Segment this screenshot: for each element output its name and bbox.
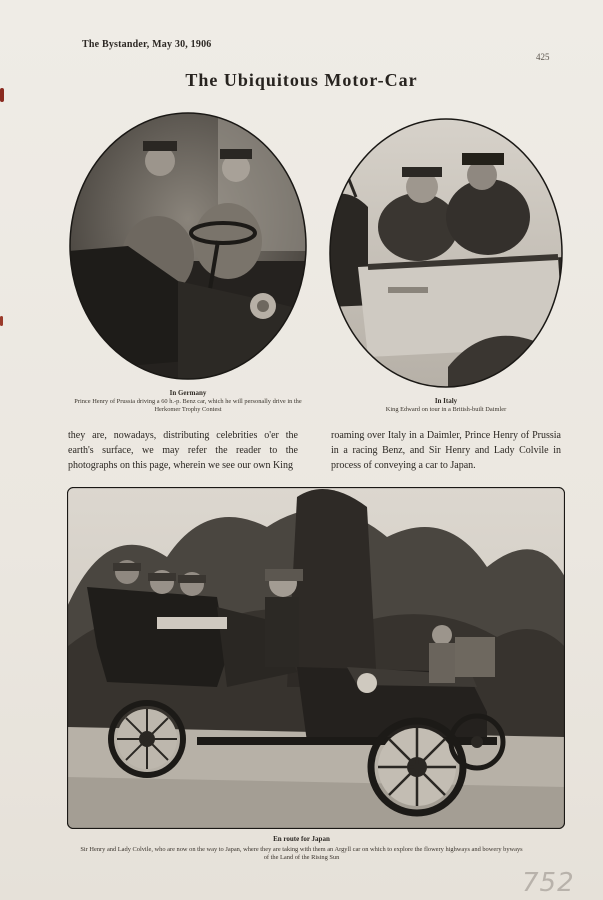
wheel <box>371 721 463 813</box>
photo-japan-image <box>67 487 565 829</box>
wheel <box>111 703 183 775</box>
caption-japan: Sir Henry and Lady Colvile, who are now on the way to Japan, where they are taking with them an Argyll car on which to explore the flowery highways and bowery byways of the Land of the Rising Sun <box>80 846 523 861</box>
caption-heading-japan: En route for Japan <box>273 835 330 843</box>
photo-germany <box>68 111 308 381</box>
caption-italy: King Edward on tour in a British-built Daimler <box>385 406 507 413</box>
caption-heading-italy: In Italy <box>434 397 458 405</box>
caption-heading-germany: In Germany <box>169 389 207 397</box>
body-column-left: they are, nowadays, distributing celebrities o'er the earth's surface, we may refer the reader to the photographs on this page, wherein we see our own King <box>68 430 298 471</box>
photo-japan <box>67 487 565 834</box>
running-head: The Bystander, May 30, 1906 <box>82 39 212 50</box>
photo-italy-image <box>328 117 564 389</box>
photo-italy <box>328 117 564 389</box>
page-number: 425 <box>536 52 550 62</box>
pencil-annotation: 752 <box>522 868 575 898</box>
caption-germany: Prince Henry of Prussia driving a 60 h.-p. Benz car, which he will personally drive in the Herkomer Trophy Contest <box>74 398 302 413</box>
red-edge-mark <box>0 316 3 326</box>
body-column-right: roaming over Italy in a Daimler, Prince Henry of Prussia in a racing Benz, and Sir Henry and Lady Colvile in process of conveying a car to Japan. <box>331 430 561 471</box>
photo-germany-image <box>68 111 308 381</box>
page-title: The Ubiquitous Motor-Car <box>185 70 418 90</box>
